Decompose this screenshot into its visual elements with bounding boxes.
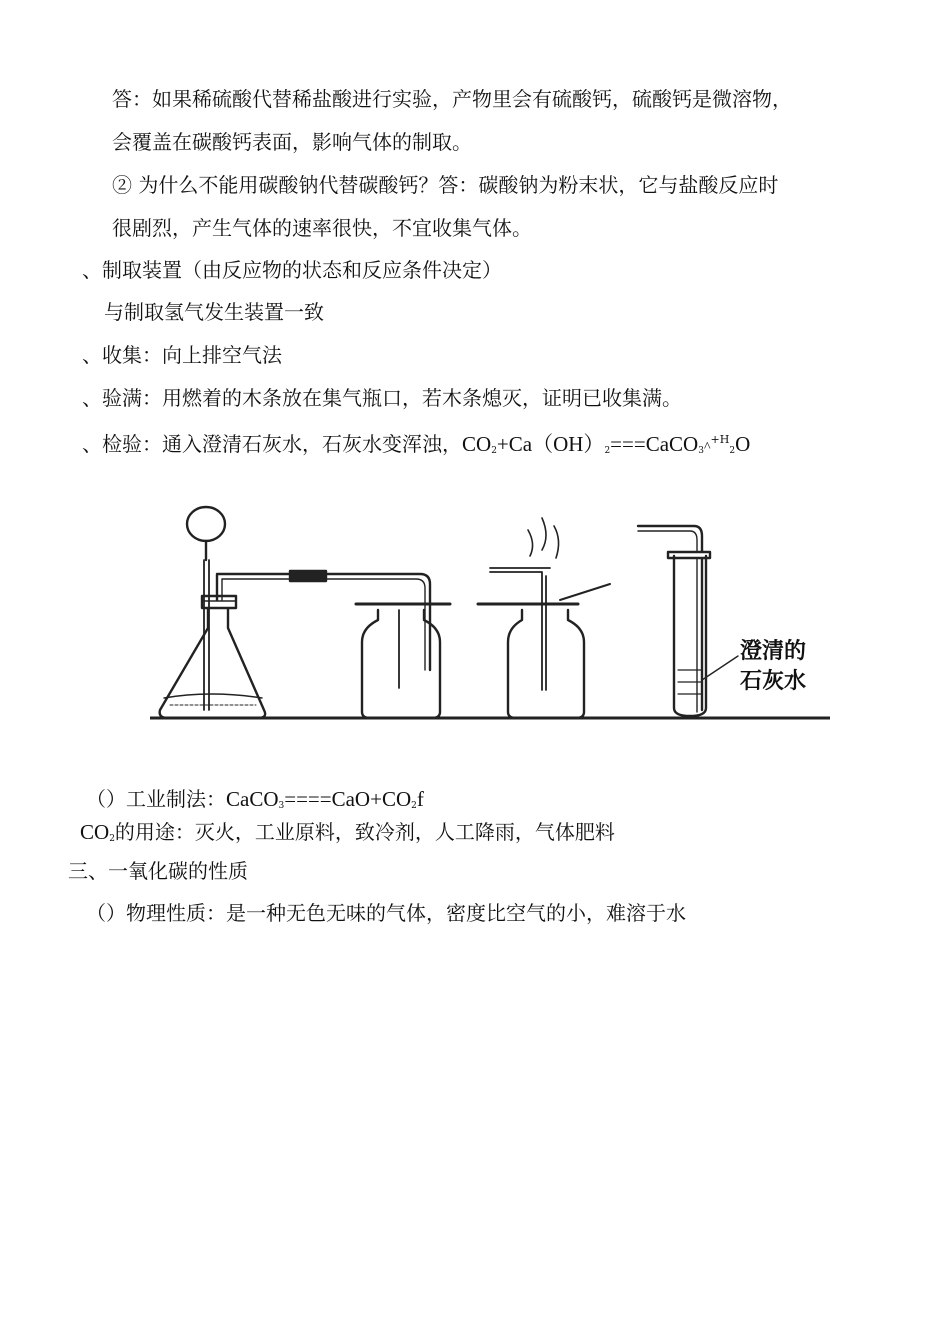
- erlenmeyer-flask: [160, 596, 265, 718]
- subscript: 3: [698, 446, 704, 456]
- subscript: 2: [604, 446, 611, 456]
- formula-caco: ===CaCO: [610, 432, 699, 456]
- test-line-text: 、检验：通入澄清石灰水，石灰水变浑浊，: [82, 432, 462, 456]
- question-2-line-1: ② 为什么不能用碳酸钠代替碳酸钙？答：碳酸钠为粉末状，它与盐酸反应时: [112, 173, 779, 197]
- industrial-label: （）工业制法：: [86, 787, 226, 811]
- formula-products: ====CaO+CO: [284, 787, 412, 811]
- section-title: 三、一氧化碳的性质: [68, 859, 248, 883]
- test-line: [82, 427, 750, 464]
- gas-jar-2: [478, 518, 610, 718]
- formula-co: CO: [462, 432, 492, 456]
- apparatus-note: 与制取氢气发生装置一致: [104, 300, 324, 324]
- collection-line: 、收集：向上排空气法: [82, 343, 282, 367]
- subscript: 2: [491, 446, 497, 456]
- limewater-label-2: 石灰水: [740, 669, 807, 694]
- co2-uses-line: [80, 819, 615, 852]
- test-tube: [638, 526, 738, 716]
- uses-text: 的用途：灭火，工业原料，致冷剂，人工降雨，气体肥料: [114, 820, 615, 844]
- question-2-line-2: 很剧烈，产生气体的速率很快，不宜收集气体。: [112, 216, 532, 240]
- answer-line-2: 会覆盖在碳酸钙表面，影响气体的制取。: [112, 130, 472, 154]
- subscript: 3: [278, 801, 285, 811]
- physical-properties-line: （）物理性质：是一种无色无味的气体，密度比空气的小，难溶于水: [86, 901, 686, 925]
- apparatus-heading: 、制取装置（由反应物的状态和反应条件决定）: [82, 258, 502, 282]
- gas-jar-1: [356, 604, 450, 718]
- precipitate-mark: ^: [703, 440, 711, 455]
- subscript: 2: [729, 446, 736, 456]
- answer-line-1: 答：如果稀硫酸代替稀盐酸进行实验，产物里会有硫酸钙，硫酸钙是微溶物，: [112, 87, 792, 111]
- limewater-label-1: 澄清的: [740, 639, 807, 664]
- check-full-line: 、验满：用燃着的木条放在集气瓶口，若木条熄灭，证明已收集满。: [82, 386, 682, 410]
- formula-o: O: [735, 432, 751, 456]
- formula-caco3: CaCO: [226, 787, 279, 811]
- subscript: 2: [109, 834, 115, 844]
- superscript: +H: [710, 433, 730, 446]
- formula-co2: CO: [80, 820, 110, 844]
- subscript: 2: [411, 801, 417, 811]
- gas-mark: f: [416, 787, 424, 811]
- delivery-tube-1: [217, 571, 430, 670]
- co2-apparatus-figure: [150, 500, 830, 730]
- industrial-method-line: [86, 786, 424, 819]
- formula-ca-oh: +Ca（OH）: [496, 432, 605, 456]
